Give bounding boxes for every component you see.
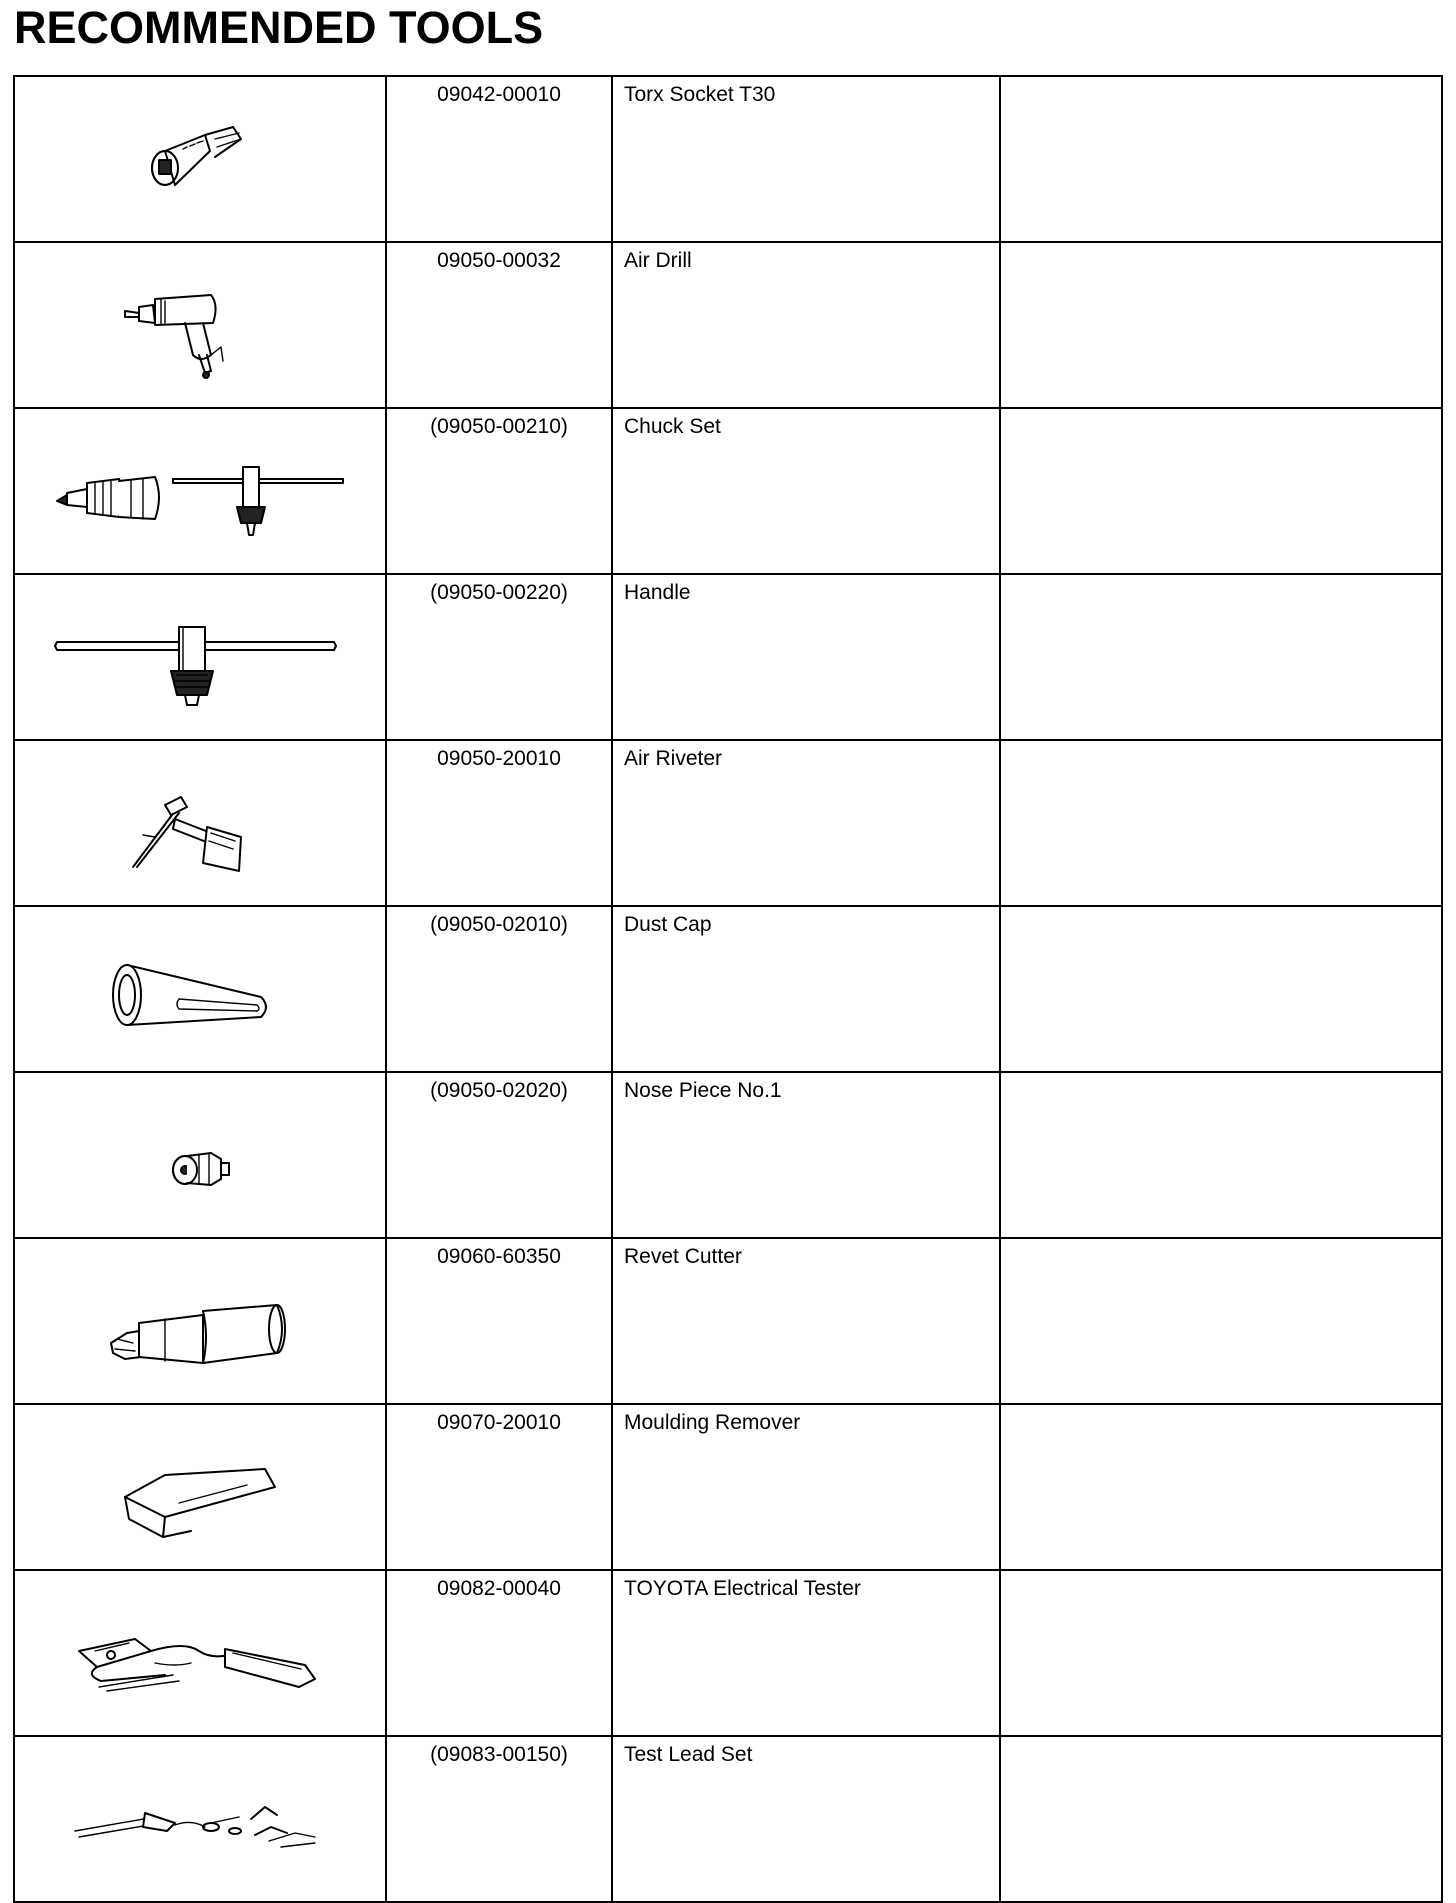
table-row — [14, 1404, 1442, 1570]
tool-illustration-cell — [14, 574, 386, 740]
table-row — [14, 1238, 1442, 1404]
tool-note — [1000, 1072, 1442, 1238]
tool-illustration-cell — [14, 1404, 386, 1570]
test-lead-set-icon — [15, 1737, 387, 1895]
table-row — [14, 1570, 1442, 1736]
tool-illustration-cell — [14, 1238, 386, 1404]
tool-illustration-cell — [14, 1736, 386, 1902]
tool-number: 09050-00032 — [386, 242, 612, 408]
page-title: RECOMMENDED TOOLS — [14, 2, 544, 53]
tool-illustration-cell — [14, 76, 386, 242]
table-row — [14, 574, 1442, 740]
tool-illustration-cell — [14, 1072, 386, 1238]
air-drill-icon — [15, 243, 387, 401]
table-row — [14, 740, 1442, 906]
tool-name: Air Riveter — [612, 740, 1000, 906]
rivet-cutter-icon — [15, 1239, 387, 1397]
tool-note — [1000, 408, 1442, 574]
tool-name: Test Lead Set — [612, 1736, 1000, 1902]
tool-name: Handle — [612, 574, 1000, 740]
tool-number: (09050-02020) — [386, 1072, 612, 1238]
tool-name: Dust Cap — [612, 906, 1000, 1072]
tool-name: Torx Socket T30 — [612, 76, 1000, 242]
tool-illustration-cell — [14, 408, 386, 574]
tool-name: Moulding Remover — [612, 1404, 1000, 1570]
dust-cap-icon — [15, 907, 387, 1065]
tool-illustration-cell — [14, 1570, 386, 1736]
tool-name: TOYOTA Electrical Tester — [612, 1570, 1000, 1736]
tool-note — [1000, 1404, 1442, 1570]
tool-number: 09042-00010 — [386, 76, 612, 242]
tools-table — [13, 75, 1443, 1903]
tool-number: 09082-00040 — [386, 1570, 612, 1736]
table-row — [14, 408, 1442, 574]
tool-illustration-cell — [14, 740, 386, 906]
tool-note — [1000, 76, 1442, 242]
tool-number: (09050-00220) — [386, 574, 612, 740]
tool-note — [1000, 906, 1442, 1072]
tool-number: (09050-00210) — [386, 408, 612, 574]
tool-illustration-cell — [14, 242, 386, 408]
air-riveter-icon — [15, 741, 387, 899]
tool-note — [1000, 740, 1442, 906]
table-row — [14, 1072, 1442, 1238]
table-row — [14, 1736, 1442, 1902]
table-row — [14, 242, 1442, 408]
chuck-handle-icon — [15, 575, 387, 733]
tool-name: Nose Piece No.1 — [612, 1072, 1000, 1238]
tool-number: 09050-20010 — [386, 740, 612, 906]
tool-name: Air Drill — [612, 242, 1000, 408]
chuck-set-icon — [15, 409, 387, 567]
table-row — [14, 906, 1442, 1072]
tool-note — [1000, 1570, 1442, 1736]
torx-socket-icon — [15, 77, 387, 235]
electrical-tester-icon — [15, 1571, 387, 1729]
tool-note — [1000, 1238, 1442, 1404]
tool-note — [1000, 574, 1442, 740]
tool-note — [1000, 1736, 1442, 1902]
tool-number: 09060-60350 — [386, 1238, 612, 1404]
tool-number: 09070-20010 — [386, 1404, 612, 1570]
moulding-remover-icon — [15, 1405, 387, 1563]
nose-piece-icon — [15, 1073, 387, 1231]
tool-note — [1000, 242, 1442, 408]
tool-illustration-cell — [14, 906, 386, 1072]
tool-number: (09083-00150) — [386, 1736, 612, 1902]
table-row — [14, 76, 1442, 242]
tool-name: Chuck Set — [612, 408, 1000, 574]
tool-name: Revet Cutter — [612, 1238, 1000, 1404]
tool-number: (09050-02010) — [386, 906, 612, 1072]
